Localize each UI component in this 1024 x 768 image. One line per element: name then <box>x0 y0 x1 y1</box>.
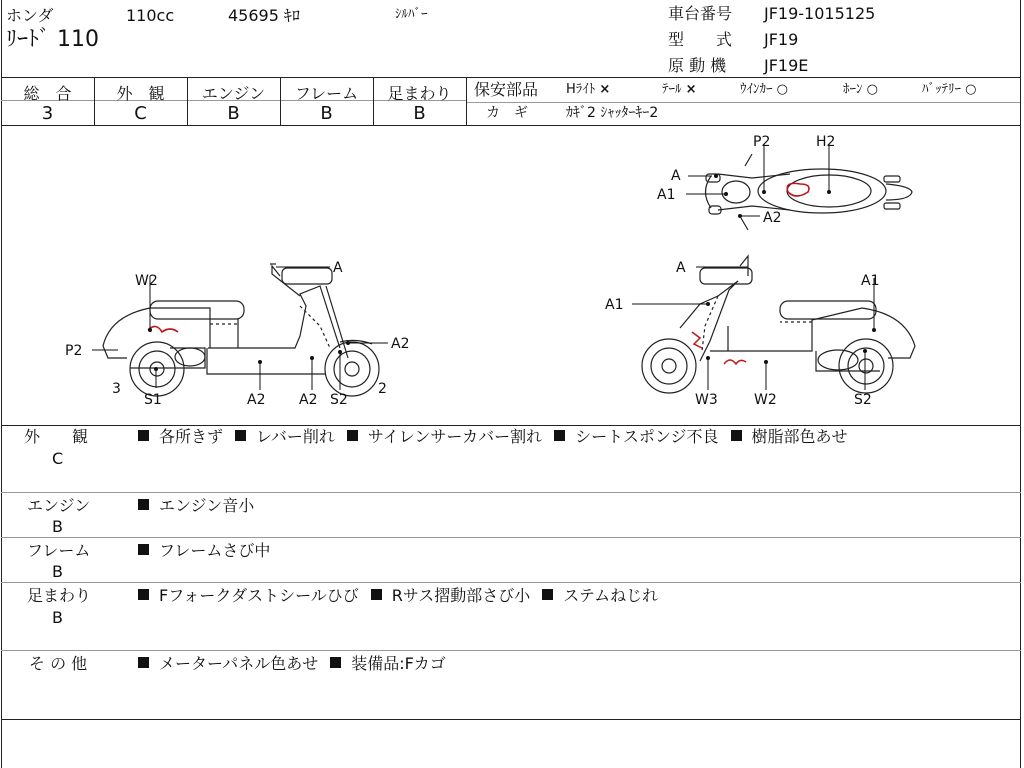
bullet-icon <box>138 430 149 441</box>
remark-items-suspension: Fフォークダストシールひび Rサス摺動部さび小 ステムねじれ <box>138 588 670 604</box>
grade-value-engine: B <box>227 103 240 124</box>
type-label: 型 式 <box>668 30 733 49</box>
label-top-h2: H2 <box>816 134 836 150</box>
remark-grade-exterior: C <box>52 449 64 468</box>
remark-label-engine: エンジン <box>27 496 91 515</box>
color: ｼﾙﾊﾞｰ <box>395 7 428 22</box>
maker: ホンダ <box>6 6 54 25</box>
key-value: ｶｷﾞ2 ｼｬｯﾀｰｷｰ2 <box>566 105 659 121</box>
remark-grade-suspension: B <box>52 608 63 627</box>
bullet-icon <box>542 589 553 600</box>
label-left-s2: S2 <box>330 392 348 408</box>
engine-label: 原 動 機 <box>668 56 727 75</box>
label-left-a2-floor: A2 <box>247 392 266 408</box>
label-left-2: 2 <box>378 381 387 397</box>
grade-header-frame: フレーム <box>294 84 359 103</box>
safety-item-winker: ｳｲﾝｶｰ ○ <box>740 82 788 97</box>
grade-header-exterior: 外 観 <box>116 84 165 103</box>
bullet-icon <box>330 657 341 668</box>
bullet-icon <box>371 589 382 600</box>
remark-label-frame: フレーム <box>27 541 91 560</box>
label-left-w2: W2 <box>135 273 158 289</box>
mileage: 45695 ｷﾛ <box>228 6 300 25</box>
label-top-p2: P2 <box>753 134 771 150</box>
remark-items-engine: エンジン音小 <box>138 498 266 514</box>
grade-value-exterior: C <box>134 103 147 124</box>
label-right-w3: W3 <box>695 392 718 408</box>
grade-value-suspension: B <box>413 103 426 124</box>
remark-label-other: そ の 他 <box>29 654 88 673</box>
label-right-a1-rear: A1 <box>861 273 880 289</box>
bullet-icon <box>138 589 149 600</box>
label-right-w2: W2 <box>754 392 777 408</box>
bullet-icon <box>554 430 565 441</box>
frame-no-label: 車台番号 <box>668 4 733 23</box>
model-name: ﾘｰﾄﾞ 110 <box>6 27 99 52</box>
label-right-a: A <box>676 260 686 276</box>
damage-diagram <box>0 126 1022 424</box>
remark-items-frame: フレームさび中 <box>138 543 282 559</box>
safety-item-horn: ﾎｰﾝ ○ <box>843 82 878 97</box>
bullet-icon <box>138 657 149 668</box>
frame-no: JF19-1015125 <box>764 4 876 23</box>
remark-grade-frame: B <box>52 562 63 581</box>
grade-value-overall: 3 <box>41 103 54 124</box>
label-top-a: A <box>671 168 681 184</box>
grade-value-frame: B <box>320 103 333 124</box>
remark-label-exterior: 外 観 <box>24 427 89 446</box>
bullet-icon <box>235 430 246 441</box>
label-left-p2: P2 <box>65 343 83 359</box>
label-left-a2-front: A2 <box>391 336 410 352</box>
type-value: JF19 <box>764 30 799 49</box>
label-left-3: 3 <box>112 381 121 397</box>
bullet-icon <box>347 430 358 441</box>
label-top-a2: A2 <box>763 210 782 226</box>
remark-items-other: メーターパネル色あせ 装備品:Fカゴ <box>138 656 458 672</box>
engine-value: JF19E <box>764 56 809 75</box>
safety-label: 保安部品 <box>474 80 539 99</box>
remark-items-exterior: 各所きず レバー削れ サイレンサーカバー割れ シートスポンジ不良 樹脂部色あせ <box>138 429 860 445</box>
key-label: カ ギ <box>486 105 528 121</box>
label-right-s2: S2 <box>854 392 872 408</box>
displacement: 110cc <box>126 6 175 25</box>
grade-header-engine: エンジン <box>201 84 266 103</box>
label-top-a1: A1 <box>657 187 676 203</box>
remark-grade-engine: B <box>52 517 63 536</box>
bullet-icon <box>731 430 742 441</box>
label-left-s1: S1 <box>144 392 162 408</box>
label-left-a2-leg: A2 <box>299 392 318 408</box>
remark-label-suspension: 足まわり <box>27 586 92 605</box>
bullet-icon <box>138 499 149 510</box>
grade-header-suspension: 足まわり <box>387 84 452 103</box>
safety-item-headlight: Hﾗｲﾄ × <box>566 82 611 97</box>
grade-header-overall: 総 合 <box>23 84 72 103</box>
safety-item-battery: ﾊﾞｯﾃﾘｰ ○ <box>922 82 977 97</box>
label-right-a1-front: A1 <box>605 297 624 313</box>
bullet-icon <box>138 544 149 555</box>
label-left-a: A <box>333 260 343 276</box>
safety-item-tail: ﾃｰﾙ × <box>662 82 697 97</box>
